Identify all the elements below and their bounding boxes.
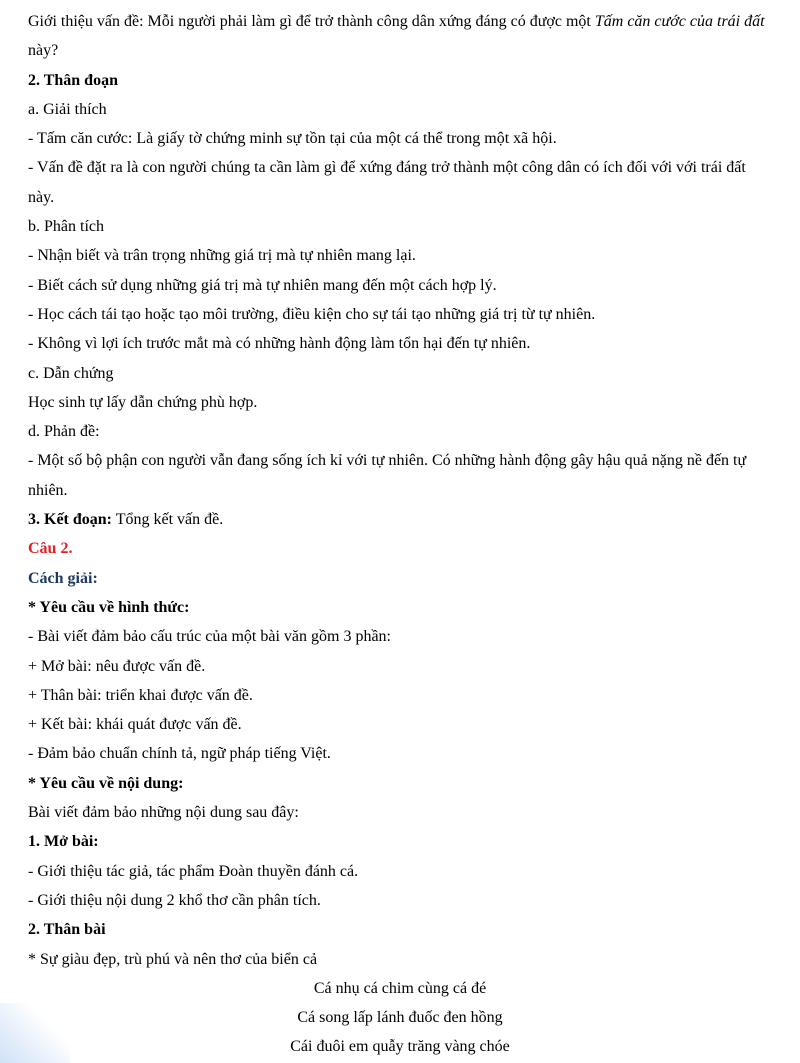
conclusion-text: Tổng kết vấn đề. [112, 511, 224, 529]
content-requirements-title: * Yêu cầu về nội dung: [28, 774, 184, 792]
list-item: - Học cách tái tạo hoặc tạo môi trường, điều kiện cho sự tái tạo những giá trị từ tự nhiên. [28, 305, 596, 323]
list-item: - Giới thiệu nội dung 2 khổ thơ cần phân tích. [28, 891, 321, 909]
form-requirements-title: * Yêu cầu về hình thức: [28, 598, 190, 616]
question-2-title: Câu 2. [28, 540, 73, 558]
content-intro: Bài viết đảm bảo những nội dung sau đây: [28, 804, 299, 822]
intro-text-end: này? [28, 42, 59, 60]
intro-text: Giới thiệu vấn đề: Mỗi người phải làm gì để trở thành công dân xứng đáng có được một [28, 13, 595, 30]
solution-title: Cách giải: [28, 569, 98, 587]
section-c-title: c. Dẫn chứng [28, 364, 114, 382]
document-page [28, 7, 772, 1062]
list-item: - Tấm căn cước: Là giấy tờ chứng minh sự tồn tại của một cá thể trong một xã hội. [28, 130, 557, 148]
poem-line: Cá nhụ cá chim cùng cá đé [313, 979, 487, 997]
conclusion [28, 505, 772, 534]
conclusion-label: 3. Kết đoạn: [28, 511, 112, 529]
section-d-text: - Một số bộ phận con người vẫn đang sống ích kỉ với tự nhiên. Có những hành động gây hậu quả nặng nề đến tự nhiên. [28, 452, 747, 499]
poem-line: Cái đuôi em quẫy trăng vàng chóe [290, 1038, 510, 1056]
intro-section-title: 1. Mở bài: [28, 833, 99, 851]
intro-paragraph [28, 7, 772, 66]
list-item: - Nhận biết và trân trọng những giá trị mà tự nhiên mang lại. [28, 247, 416, 265]
list-item: - Vấn đề đặt ra là con người chúng ta cần làm gì để xứng đáng trở thành một công dân có ích đối với với trái đất này. [28, 159, 746, 206]
list-item: - Biết cách sử dụng những giá trị mà tự nhiên mang đến một cách hợp lý. [28, 276, 497, 294]
body-section-title: 2. Thân bài [28, 921, 106, 939]
section-b-title: b. Phân tích [28, 218, 104, 236]
list-item: - Không vì lợi ích trước mắt mà có những hành động làm tổn hại đến tự nhiên. [28, 335, 531, 353]
poem-line: Cá song lấp lánh đuốc đen hồng [297, 1009, 503, 1027]
watermark [0, 1003, 70, 1063]
list-item: + Thân bài: triển khai được vấn đề. [28, 686, 253, 704]
list-item: - Giới thiệu tác giả, tác phẩm Đoàn thuyền đánh cá. [28, 862, 359, 880]
list-item: + Kết bài: khái quát được vấn đề. [28, 716, 242, 734]
intro-italic: Tấm căn cước của trái đất [594, 13, 765, 30]
section-d-title: d. Phản đề: [28, 423, 100, 441]
list-item: - Bài viết đảm bảo cấu trúc của một bài văn gồm 3 phần: [28, 628, 391, 646]
list-item: - Đảm bảo chuẩn chính tả, ngữ pháp tiếng Việt. [28, 745, 331, 763]
body-heading: 2. Thân đoạn [28, 71, 118, 89]
list-item: + Mở bài: nêu được vấn đề. [28, 657, 206, 675]
section-a-title: a. Giải thích [28, 100, 107, 118]
section-c-text: Học sinh tự lấy dẫn chứng phù hợp. [28, 393, 258, 411]
body-point: * Sự giàu đẹp, trù phú và nên thơ của biển cả [28, 950, 318, 968]
